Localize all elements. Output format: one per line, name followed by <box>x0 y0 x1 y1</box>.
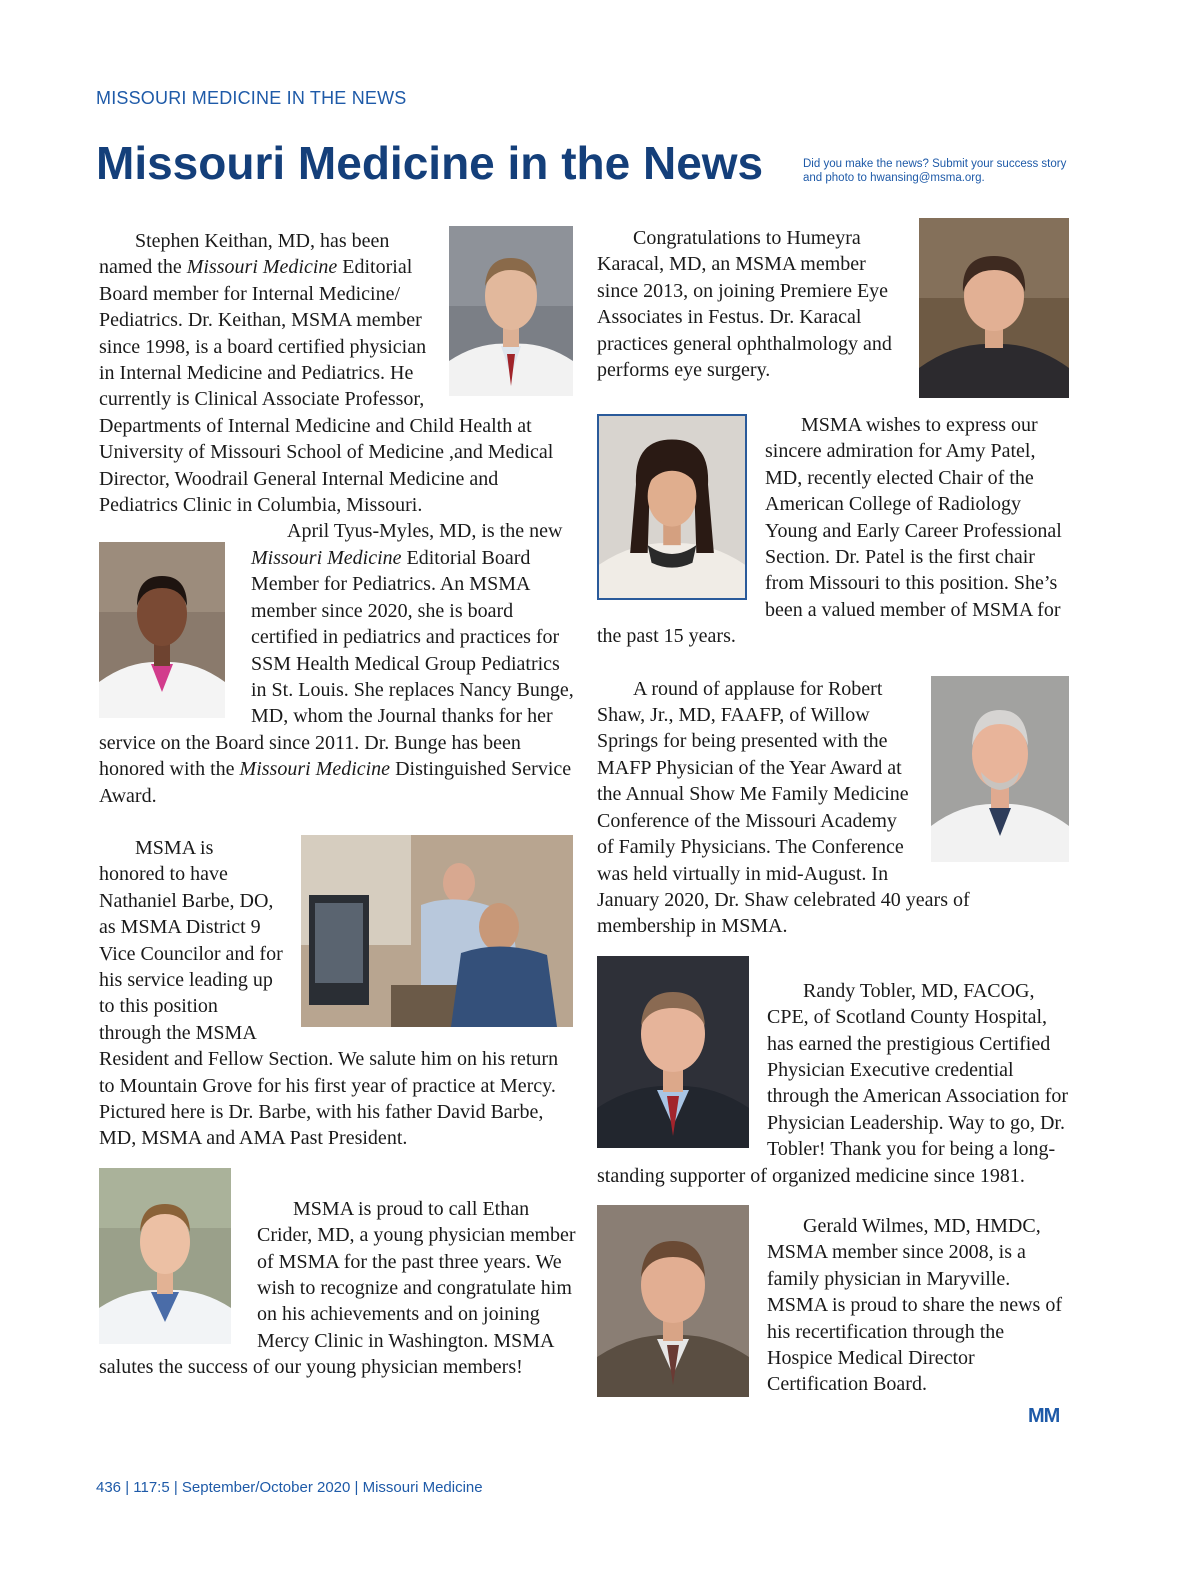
article-wilmes: Gerald Wilmes, MD, HMDC, MSMA member since 2008, is a family physician in Maryville. MSMA is proud to share the news of his recertification through the Hospice Medical Director Certification Board. <box>767 1214 1062 1396</box>
article-keithan: Stephen Keithan, MD, has been named the Missouri Medicine Editorial Board member for Internal Medicine/ Pediatrics. Dr. Keithan, MSMA member since 1998, is a board certified physician in Internal Medicine and Pediatrics. He currently is Clinical Associate Professor, Departments of Internal Medicine and Child Health at University of Missouri School of Medicine ,and Medical Director, Woodrail General Internal Medicine and Pediatrics Clinic in Columbia, Missouri. <box>99 230 554 517</box>
right-column <box>597 225 1073 1398</box>
article-karacal: Congratulations to Humeyra Karacal, MD, an MSMA member since 2013, on joining Premiere Eye Associates in Festus. Dr. Karacal practices general ophthalmology and performs eye surgery. <box>597 227 892 382</box>
article-shaw: A round of applause for Robert Shaw, Jr., MD, FAAFP, of Willow Springs for being presented with the MAFP Physician of the Year Award at the Annual Show Me Family Medicine Conference of the Missouri Academy of Family Physicians. The Conference was held virtually in mid-August. In January 2020, Dr. Shaw celebrated 40 years of membership in MSMA. <box>597 677 970 938</box>
photo-barbe <box>301 835 573 1027</box>
article-tobler: Randy Tobler, MD, FACOG, CPE, of Scotland County Hospital, has earned the prestigious Certified Physician Executive credential through the American Association for Physician Leadership. Way to go, Dr. Tobler! Thank you for being a long-standing supporter of organized medicine since 1981. <box>597 979 1069 1187</box>
photo-karacal <box>919 218 1069 398</box>
article-barbe: MSMA is honored to have Nathaniel Barbe, DO, as MSMA District 9 Vice Councilor and for his service leading up to this position through the MSMA Resident and Fellow Section. We salute him on his return to Mountain Grove for his first year of practice at Mercy. Pictured here is Dr. Barbe, with his father David Barbe, MD, MSMA and AMA Past President. <box>99 836 559 1150</box>
photo-tobler <box>597 956 749 1148</box>
submit-note: Did you make the news? Submit your success story and photo to hwansing@msma.org. <box>803 158 1067 184</box>
photo-shaw <box>931 676 1069 862</box>
article-patel: MSMA wishes to express our sincere admiration for Amy Patel, MD, recently elected Chair of the American College of Radiology Young and Early Career Professional Section. Dr. Patel is the first chair from Missouri to this position. She’s been a valued member of MSMA for the past 15 years. <box>597 414 1062 648</box>
page-title: Missouri Medicine in the News <box>96 137 764 189</box>
photo-crider <box>99 1168 231 1344</box>
mm-logo: MM <box>1028 1405 1060 1427</box>
article-tyus-myles: April Tyus-Myles, MD, is the new Missouri Medicine Editorial Board Member for Pediatrics. An MSMA member since 2020, she is board certified in pediatrics and practices for SSM Health Medical Group Pediatrics in St. Louis. She replaces Nancy Bunge, MD, whom the Journal thanks for her service on the Board since 2011. Dr. Bunge has been honored with the Missouri Medicine Distinguished Service Award. <box>99 520 574 807</box>
page-footer: 436 | 117:5 | September/October 2020 | Missouri Medicine <box>96 1479 483 1496</box>
photo-tyus-myles <box>99 542 225 718</box>
photo-patel <box>597 414 747 600</box>
photo-wilmes <box>597 1205 749 1397</box>
section-label: MISSOURI MEDICINE IN THE NEWS <box>96 88 407 108</box>
article-crider: MSMA is proud to call Ethan Crider, MD, a young physician member of MSMA for the past three years. We wish to recognize and congratulate him on his achievements and on joining Mercy Clinic in Washington. MSMA salutes the success of our young physician members! <box>99 1197 576 1379</box>
left-column <box>99 228 577 1381</box>
photo-keithan <box>449 226 573 396</box>
